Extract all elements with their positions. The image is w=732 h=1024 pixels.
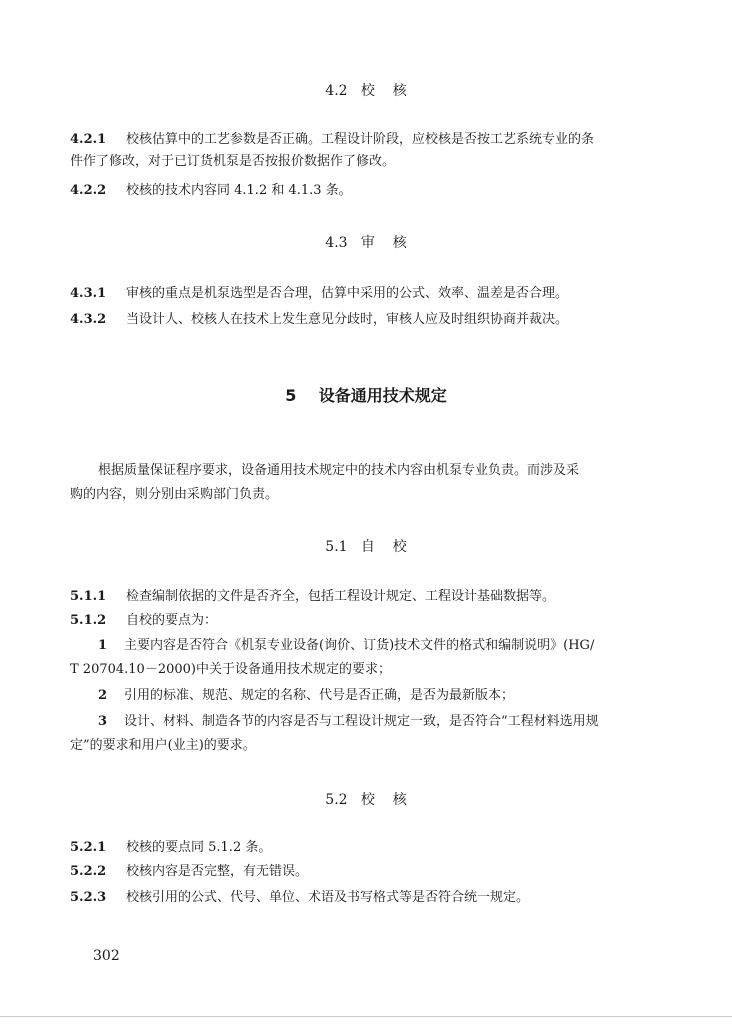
clause-4-2-1 — [70, 129, 660, 151]
clause-number: 4.3.1 — [70, 286, 107, 301]
clause-number: 5.1.2 — [70, 613, 107, 628]
intro-paragraph-cont — [70, 484, 660, 506]
section-number: 5.1 — [325, 539, 348, 555]
list-text: 引用的标准、规范、规定的名称、代号是否正确，是否为最新版本； — [124, 688, 515, 703]
clause-5-2-1 — [70, 837, 660, 859]
chapter-number: 5 — [285, 386, 297, 405]
list-text: T 20704.10－2000)中关于设备通用技术规定的要求； — [70, 662, 391, 677]
clause-text: 校核估算中的工艺参数是否正确。工程设计阶段，应校核是否按工艺系统专业的条 — [126, 132, 595, 147]
list-number: 3 — [98, 714, 108, 729]
chapter-heading-5 — [0, 383, 732, 406]
list-text: 主要内容是否符合《机泵专业设备(询价、订货)技术文件的格式和编制说明》(HG/ — [124, 638, 595, 653]
intro-paragraph — [70, 460, 660, 482]
page-number: 302 — [93, 948, 120, 964]
paragraph-text: 根据质量保证程序要求，设备通用技术规定中的技术内容由机泵专业负责。而涉及采 — [98, 463, 580, 478]
list-text: 定”的要求和用户(业主)的要求。 — [70, 738, 256, 753]
list-number: 1 — [98, 638, 108, 653]
clause-4-3-1 — [70, 283, 660, 305]
clause-number: 4.2.2 — [70, 183, 107, 198]
clause-number: 5.2.3 — [70, 890, 107, 905]
section-heading-4-2 — [0, 80, 732, 100]
section-heading-4-3 — [0, 232, 732, 252]
clause-5-1-2 — [70, 610, 660, 632]
section-heading-5-2 — [0, 789, 732, 809]
section-title: 校 核 — [360, 83, 407, 99]
clause-4-3-2 — [70, 309, 660, 331]
section-number: 4.2 — [325, 83, 348, 99]
list-item-3 — [70, 711, 660, 733]
clause-text: 自校的要点为： — [126, 613, 218, 628]
clause-text: 校核的要点同 5.1.2 条。 — [126, 840, 272, 855]
clause-text: 当设计人、校核人在技术上发生意见分歧时，审核人应及时组织协商并裁决。 — [126, 312, 569, 327]
section-title: 审 核 — [360, 235, 407, 251]
clause-5-1-1 — [70, 586, 660, 608]
list-item-1-cont — [70, 659, 660, 681]
list-item-2 — [70, 685, 660, 707]
list-number: 2 — [98, 688, 108, 703]
clause-number: 5.1.1 — [70, 589, 107, 604]
clause-5-2-2 — [70, 861, 660, 883]
clause-number: 5.2.1 — [70, 840, 107, 855]
list-text: 设计、材料、制造各节的内容是否与工程设计规定一致，是否符合“工程材料选用规 — [124, 714, 599, 729]
clause-text: 件作了修改，对于已订货机泵是否按报价数据作了修改。 — [70, 154, 396, 169]
section-heading-5-1 — [0, 536, 732, 556]
page-edge-divider — [0, 1016, 732, 1017]
clause-text: 审核的重点是机泵选型是否合理，估算中采用的公式、效率、温差是否合理。 — [126, 286, 569, 301]
clause-text: 检查编制依据的文件是否齐全，包括工程设计规定、工程设计基础数据等。 — [126, 589, 556, 604]
clause-4-2-1-cont — [70, 151, 660, 173]
clause-4-2-2 — [70, 180, 660, 202]
section-title: 校 核 — [360, 792, 407, 808]
clause-text: 校核引用的公式、代号、单位、术语及书写格式等是否符合统一规定。 — [126, 890, 530, 905]
clause-number: 5.2.2 — [70, 864, 107, 879]
chapter-title: 设备通用技术规定 — [318, 386, 447, 405]
section-title: 自 校 — [360, 539, 407, 555]
section-number: 5.2 — [325, 792, 348, 808]
list-item-1 — [70, 635, 660, 657]
clause-number: 4.2.1 — [70, 132, 107, 147]
clause-text: 校核的技术内容同 4.1.2 和 4.1.3 条。 — [126, 183, 352, 198]
clause-text: 校核内容是否完整，有无错误。 — [126, 864, 309, 879]
clause-number: 4.3.2 — [70, 312, 107, 327]
clause-5-2-3 — [70, 887, 660, 909]
list-item-3-cont — [70, 735, 660, 757]
section-number: 4.3 — [325, 235, 348, 251]
paragraph-text: 购的内容，则分别由采购部门负责。 — [70, 487, 279, 502]
